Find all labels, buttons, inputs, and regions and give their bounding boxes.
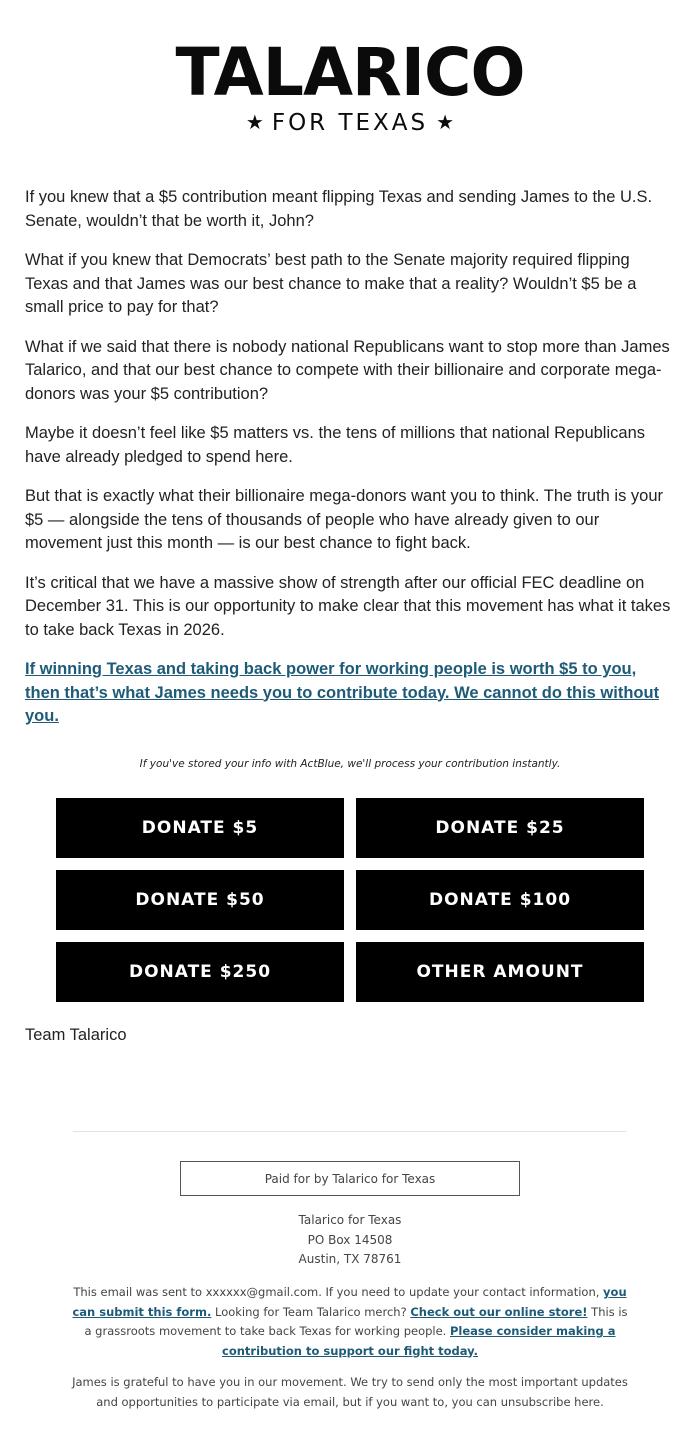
legal-text: This email was sent to xxxxxx@gmail.com. If you need to update your contact information, [73,1285,604,1299]
body-paragraph: What if we said that there is nobody national Republicans want to stop more than James Talarico, and that our best chance to compete with their billionaire and corporate mega-donors was your $5 contribution? [25,337,670,403]
address-line: PO Box 14508 [307,1232,393,1247]
donate-25-button[interactable]: DONATE $25 [356,798,644,858]
other-amount-button[interactable]: OTHER AMOUNT [356,942,644,1002]
footer-divider [73,1131,626,1132]
legal-text: This is a grassroots movement to take back Texas for working people. [84,1304,628,1338]
actblue-note: If you've stored your info with ActBlue, we'll process your contribution instantly. [139,758,561,770]
legal-text: Looking for Team Talarico merch? [211,1304,411,1319]
contribute-link[interactable]: Please consider making a contribution to support our fight today. [222,1324,616,1358]
logo-title: TALARICO [175,34,525,111]
donate-50-button[interactable]: DONATE $50 [56,870,344,930]
donate-250-button[interactable]: DONATE $250 [56,942,344,1002]
address-line: Austin, TX 78761 [298,1252,402,1266]
address-line: Talarico for Texas [298,1213,402,1227]
logo-subtitle-text: FOR TEXAS [271,110,429,136]
star-icon: ★ [245,110,264,134]
body-paragraph: What if you knew that Democrats’ best path to the Senate majority required flipping Texas and that James was our best chance to make that a reality? Wouldn’t $5 be a small price to pay for that? [25,251,637,316]
legal-notice [70,1283,630,1361]
signoff: Team Talarico [25,1026,127,1044]
logo-subtitle [0,108,700,138]
body-paragraph: It’s critical that we have a massive show of strength after our official FEC deadline on December 31. This is our opportunity to make clear that this movement has what it takes to take back Texas in 2026. [25,573,671,639]
donate-5-button[interactable]: DONATE $5 [56,798,344,858]
campaign-logo [0,0,700,138]
online-store-link[interactable]: Check out our online store! [410,1304,588,1319]
body-paragraph: Maybe it doesn’t feel like $5 matters vs. the tens of millions that national Republicans have already pledged to spend here. [25,424,645,466]
body-paragraph: If you knew that a $5 contribution meant flipping Texas and sending James to the U.S. Senate, wouldn’t that be worth it, John? [25,188,653,230]
donate-100-button[interactable]: DONATE $100 [356,870,644,930]
cta-link[interactable]: If winning Texas and taking back power for working people is worth $5 to you, then that’s what James needs you to contribute today. We cannot do this without you. [25,660,660,725]
body-paragraph: But that is exactly what their billionaire mega-donors want you to think. The truth is your $5 — alongside the tens of thousands of people who have already given to our movement just this month — is our best chance to fight back. [25,487,664,552]
mailing-address [0,1211,700,1270]
star-icon: ★ [436,110,455,134]
paid-for-disclaimer: Paid for by Talarico for Texas [180,1161,520,1196]
email-body [25,186,675,745]
update-contact-link[interactable]: you can submit this form. [72,1285,627,1319]
unsubscribe-notice: James is grateful to have you in our movement. We try to send only the most important updates and opportunities to participate via email, but if you want to, you can unsubscribe here. [72,1375,628,1409]
